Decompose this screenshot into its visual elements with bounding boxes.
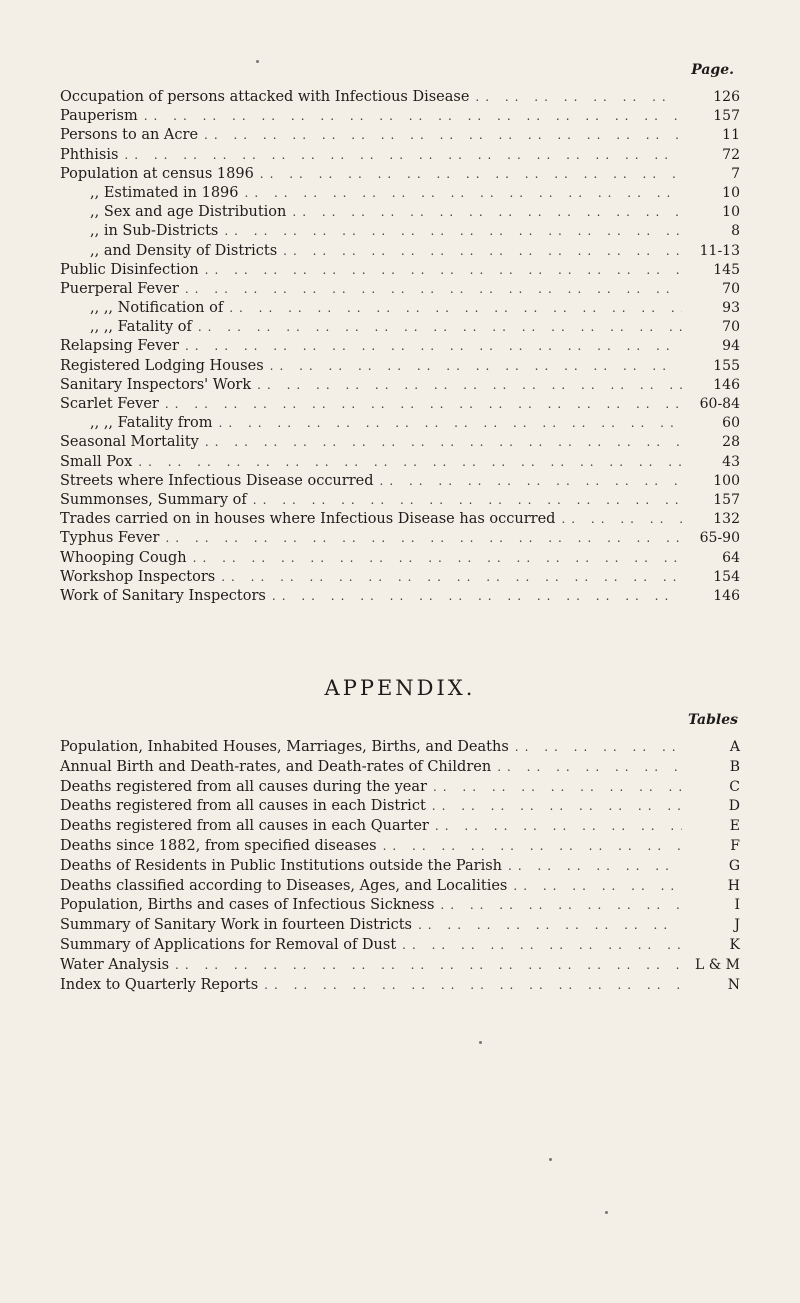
leader-dots [124,146,682,165]
index-entry [60,510,740,529]
paper-speck [549,1158,552,1161]
entry-label: Deaths registered from all causes in each Quarter [60,818,429,835]
leader-dots [245,184,683,203]
entry-label: Population, Births and cases of Infectious Sickness [60,897,435,914]
entry-reference: 157 [713,108,740,125]
entry-reference: 8 [731,223,740,240]
leader-dots [260,165,682,184]
entry-reference: 72 [722,146,740,163]
entry-reference: D [728,798,740,815]
entry-reference: E [729,818,740,835]
paper-speck [479,1041,482,1044]
index-entry [60,126,740,145]
leader-dots [513,877,682,897]
leader-dots [205,433,682,452]
entry-reference: 11 [722,127,740,144]
leader-dots [198,318,682,337]
index-entry [60,261,740,280]
entry-label: Summonses, Summary of [60,491,247,508]
entry-label: ,, Sex and age Distribution [90,204,287,221]
index-entry [60,88,740,107]
leader-dots [264,976,682,996]
entry-label: Summary of Sanitary Work in fourteen Districts [60,917,412,934]
entry-reference: C [729,778,740,795]
index-entry [60,568,740,587]
entry-reference: 146 [713,587,740,604]
appendix-heading: APPENDIX. [324,676,476,700]
leader-dots [204,126,682,145]
entry-reference: 60 [722,415,740,432]
leader-dots [175,956,682,976]
leader-dots [257,376,682,395]
entry-label: ,, ,, Notification of [90,300,224,317]
entry-reference: H [727,877,740,894]
entry-reference: 126 [713,89,740,105]
entry-reference: 7 [731,165,740,182]
index-entry [60,107,740,126]
leader-dots [497,758,682,778]
leader-dots [138,453,682,472]
index-entry [60,184,740,203]
entry-reference: I [734,897,740,914]
entry-label: Deaths of Residents in Public Institutions outside the Parish [60,857,503,874]
entry-reference: 154 [713,568,740,585]
index-entry [60,414,740,433]
leader-dots [185,337,682,356]
entry-reference: A [729,739,740,755]
index-entry [60,165,740,184]
index-entry [60,549,740,568]
index-entry [60,395,740,414]
entry-reference: 43 [722,453,740,470]
entry-label: Water Analysis [60,956,170,973]
entry-label: Summary of Applications for Removal of Dust [60,936,397,953]
entry-label: Deaths registered from all causes during the year [60,778,427,795]
entry-label: ,, Estimated in 1896 [90,184,239,201]
entry-label: Small Pox [60,453,133,470]
entry-reference: J [734,917,740,934]
paper-speck [256,60,259,63]
entry-reference: K [729,936,740,953]
entry-label: Seasonal Mortality [60,434,199,451]
entry-label: Phthisis [60,146,119,163]
index-entry [60,318,740,337]
entry-label: Typhus Fever [60,530,160,547]
entry-label: Annual Birth and Death-rates, and Death-rates of Children [60,758,492,775]
entry-label: ,, ,, Fatality of [90,319,192,336]
leader-dots [270,357,682,376]
entry-label: Relapsing Fever [60,338,179,355]
index-entry [60,837,740,857]
entry-reference: 70 [722,319,740,336]
leader-dots [165,395,682,414]
leader-dots [383,837,682,857]
entry-label: Workshop Inspectors [60,568,216,585]
entry-label: Puerperal Fever [60,280,179,297]
appendix-list [60,738,740,995]
entry-reference: 10 [722,184,740,201]
entry-reference: 93 [722,300,740,317]
leader-dots [219,414,682,433]
leader-dots [229,299,682,318]
leader-dots [205,261,682,280]
leader-dots [193,549,682,568]
entry-reference: F [730,837,740,854]
tables-column-header: Tables [687,712,738,728]
index-entry [60,896,740,916]
entry-label: Streets where Infectious Disease occurred [60,472,374,489]
leader-dots [185,280,682,299]
entry-reference: 94 [722,338,740,355]
entry-reference: G [728,857,740,874]
index-entry [60,778,740,798]
index-entry [60,433,740,452]
index-entry [60,491,740,510]
leader-dots [435,817,682,837]
index-entry [60,916,740,936]
index-entry [60,936,740,956]
leader-dots [515,738,682,758]
entry-reference: 132 [713,511,740,528]
entry-label: ,, ,, Fatality from [90,415,213,432]
entry-reference: 146 [713,376,740,393]
entry-label: Registered Lodging Houses [60,357,264,374]
entry-label: Scarlet Fever [60,396,159,412]
index-entry [60,146,740,165]
leader-dots [475,88,682,107]
index-entry [60,472,740,491]
entry-reference: 155 [713,357,740,374]
entry-label: Public Disinfection [60,261,199,278]
entry-reference: 65-90 [699,530,740,547]
index-entry [60,203,740,222]
entry-reference: N [727,976,740,993]
page-column-header: Page. [691,62,734,78]
entry-label: Population, Inhabited Houses, Marriages, Births, and Deaths [60,739,509,755]
index-entry [60,817,740,837]
index-entry [60,337,740,356]
entry-reference: 64 [722,549,740,566]
index-list [60,88,740,606]
entry-reference: 157 [713,491,740,508]
index-entry [60,738,740,758]
leader-dots [224,222,682,241]
entry-label: Whooping Cough [60,549,187,566]
leader-dots [508,857,682,877]
entry-reference: 60-84 [699,396,740,412]
index-entry [60,453,740,472]
entry-reference: 70 [722,280,740,297]
leader-dots [292,203,682,222]
index-entry [60,877,740,897]
leader-dots [165,529,682,548]
entry-label: Pauperism [60,108,138,125]
leader-dots [561,510,682,529]
leader-dots [433,778,682,798]
index-entry [60,242,740,261]
paper-speck [605,1211,608,1214]
leader-dots [283,242,682,261]
entry-label: Deaths since 1882, from specified diseases [60,837,377,854]
entry-reference: 28 [722,434,740,451]
index-entry [60,797,740,817]
entry-label: Persons to an Acre [60,127,199,144]
leader-dots [253,491,682,510]
entry-label: Population at census 1896 [60,165,254,182]
leader-dots [380,472,683,491]
entry-label: ,, and Density of Districts [90,242,278,259]
entry-label: Sanitary Inspectors' Work [60,376,252,393]
entry-reference: 10 [722,204,740,221]
entry-label: Index to Quarterly Reports [60,976,259,993]
leader-dots [418,916,682,936]
entry-reference: 145 [713,261,740,278]
index-entry [60,222,740,241]
entry-label: Work of Sanitary Inspectors [60,587,266,604]
index-entry [60,587,740,606]
entry-label: Occupation of persons attacked with Infectious Disease [60,89,470,105]
leader-dots [272,587,682,606]
index-entry [60,376,740,395]
index-entry [60,956,740,976]
entry-reference: L & M [695,956,740,973]
entry-label: Deaths classified according to Diseases, Ages, and Localities [60,877,508,894]
entry-reference: B [729,758,740,775]
leader-dots [402,936,682,956]
entry-label: ,, in Sub-Districts [90,223,219,240]
entry-label: Trades carried on in houses where Infectious Disease has occurred [60,511,556,528]
leader-dots [221,568,682,587]
entry-reference: 100 [713,472,740,489]
index-entry [60,280,740,299]
leader-dots [144,107,682,126]
index-entry [60,758,740,778]
leader-dots [440,896,682,916]
index-entry [60,529,740,548]
entry-reference: 11-13 [699,242,740,259]
index-entry [60,857,740,877]
entry-label: Deaths registered from all causes in each District [60,798,426,815]
index-entry [60,299,740,318]
index-entry [60,357,740,376]
leader-dots [432,797,682,817]
index-entry [60,976,740,996]
